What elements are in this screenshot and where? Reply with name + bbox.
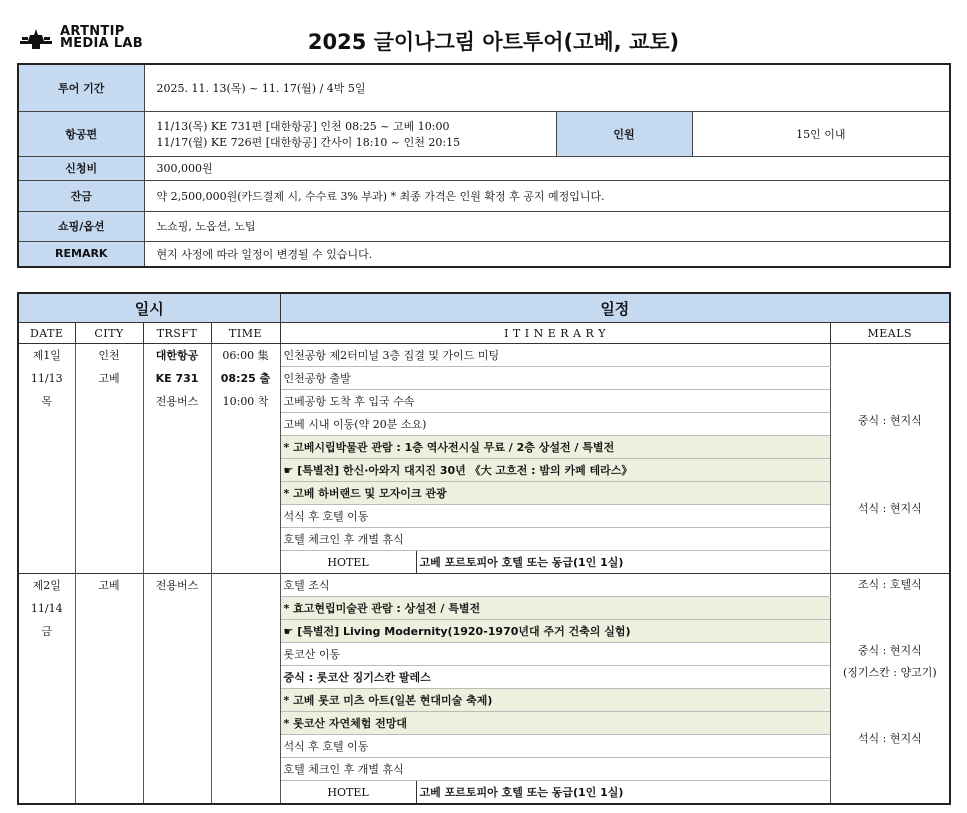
fee-label: 신청비 bbox=[18, 156, 144, 180]
tour-info-table bbox=[17, 63, 951, 268]
day1-itinerary-7: * 고베 하버랜드 및 모자이크 관광 bbox=[280, 482, 830, 505]
day1-row-6 bbox=[18, 459, 950, 482]
info-row-remark bbox=[18, 241, 950, 267]
day2-row-3 bbox=[18, 620, 950, 643]
day1-itinerary-1: 인천공항 제2터미널 3층 집결 및 가이드 미팅 bbox=[280, 344, 830, 367]
day1-meal-lunch: 중식 : 현지식 bbox=[857, 414, 922, 427]
day2-row-9 bbox=[18, 758, 950, 781]
info-row-flight bbox=[18, 111, 950, 156]
day1-row-9 bbox=[18, 528, 950, 551]
balance-value: 약 2,500,000원(카드결제 시, 수수료 3% 부과) * 최종 가격은 인원 확정 후 공지 예정입니다. bbox=[144, 180, 950, 211]
day1-row-4 bbox=[18, 413, 950, 436]
col-time: TIME bbox=[211, 323, 280, 344]
remark-value: 현지 사정에 따라 일정이 변경될 수 있습니다. bbox=[144, 241, 950, 267]
shopping-label: 쇼핑/옵션 bbox=[18, 211, 144, 241]
col-date: DATE bbox=[18, 323, 75, 344]
day1-trsft-1: 대한항공 bbox=[143, 344, 211, 367]
day1-row-5 bbox=[18, 436, 950, 459]
day2-itinerary-9: 호텔 체크인 후 개별 휴식 bbox=[280, 758, 830, 781]
section-date-header: 일시 bbox=[18, 293, 280, 323]
day1-city-2: 고베 bbox=[75, 367, 143, 390]
day2-date-md: 11/14 bbox=[18, 597, 75, 620]
day2-itinerary-4: 롯코산 이동 bbox=[280, 643, 830, 666]
col-trsft: TRSFT bbox=[143, 323, 211, 344]
itinerary-section-header bbox=[18, 293, 950, 323]
shopping-value: 노쇼핑, 노옵션, 노팁 bbox=[144, 211, 950, 241]
day1-hotel-label: HOTEL bbox=[280, 551, 416, 574]
day1-hotel-row bbox=[18, 551, 950, 574]
day2-city-1: 고베 bbox=[75, 574, 143, 597]
day2-itinerary-7: * 롯코산 자연체험 전망대 bbox=[280, 712, 830, 735]
day1-itinerary-3: 고베공항 도착 후 입국 수속 bbox=[280, 390, 830, 413]
day2-row-5 bbox=[18, 666, 950, 689]
day2-date-day: 제2일 bbox=[18, 574, 75, 597]
itinerary-table bbox=[17, 292, 951, 805]
day2-row-8 bbox=[18, 735, 950, 758]
day1-itinerary-5: * 고베시립박물관 관람 : 1층 역사전시실 무료 / 2층 상설전 / 특별전 bbox=[280, 436, 830, 459]
day1-time-1: 06:00 集 bbox=[211, 344, 280, 367]
remark-label: REMARK bbox=[18, 241, 144, 267]
day1-itinerary-4: 고베 시내 이동(약 20분 소요) bbox=[280, 413, 830, 436]
balance-label: 잔금 bbox=[18, 180, 144, 211]
day1-hotel-value: 고베 포르토피아 호텔 또는 동급(1인 1실) bbox=[416, 551, 830, 574]
day1-city-1: 인천 bbox=[75, 344, 143, 367]
flight-return: 11/17(월) KE 726편 [대한항공] 간사이 18:10 ~ 인천 20:15 bbox=[156, 135, 461, 149]
day1-trsft-3: 전용버스 bbox=[143, 390, 211, 413]
day2-hotel-value: 고베 포르토피아 호텔 또는 동급(1인 1실) bbox=[416, 781, 830, 805]
info-row-shopping bbox=[18, 211, 950, 241]
page-header bbox=[0, 0, 967, 60]
col-itinerary: I T I N E R A R Y bbox=[280, 323, 830, 344]
day2-itinerary-8: 석식 후 호텔 이동 bbox=[280, 735, 830, 758]
day2-meals bbox=[830, 574, 950, 805]
day2-itinerary-6: * 고베 롯코 미츠 아트(일본 현대미술 축제) bbox=[280, 689, 830, 712]
day2-row-1 bbox=[18, 574, 950, 597]
day1-itinerary-6: ☛ [특별전] 한신·아와지 대지진 30년 《大 고흐전 : 밤의 카페 테라스》 bbox=[280, 459, 830, 482]
day1-meal-dinner: 석식 : 현지식 bbox=[857, 502, 922, 515]
people-label: 인원 bbox=[556, 111, 692, 156]
day2-hotel-row bbox=[18, 781, 950, 805]
day1-itinerary-9: 호텔 체크인 후 개별 휴식 bbox=[280, 528, 830, 551]
day1-row-3 bbox=[18, 390, 950, 413]
day1-itinerary-2: 인천공항 출발 bbox=[280, 367, 830, 390]
col-meals: MEALS bbox=[830, 323, 950, 344]
day2-row-6 bbox=[18, 689, 950, 712]
day2-row-4 bbox=[18, 643, 950, 666]
people-value: 15인 이내 bbox=[692, 111, 950, 156]
fee-value: 300,000원 bbox=[144, 156, 950, 180]
logo-line1: ARTNTIP bbox=[60, 24, 125, 39]
day1-meals bbox=[830, 344, 950, 574]
page-title: 2025 글이나그림 아트투어(고베, 교토) bbox=[307, 30, 680, 54]
day2-hotel-label: HOTEL bbox=[280, 781, 416, 805]
day2-meal-lunch-note: (징기스칸 : 양고기) bbox=[842, 666, 937, 679]
day2-date-weekday: 금 bbox=[18, 620, 75, 643]
flight-label: 항공편 bbox=[18, 111, 144, 156]
info-row-period bbox=[18, 64, 950, 111]
day1-row-1 bbox=[18, 344, 950, 367]
day1-row-8 bbox=[18, 505, 950, 528]
day1-row-2 bbox=[18, 367, 950, 390]
day2-meal-lunch: 중식 : 현지식 bbox=[857, 644, 922, 657]
day1-time-3: 10:00 착 bbox=[211, 390, 280, 413]
day1-date-md: 11/13 bbox=[18, 367, 75, 390]
day2-meal-dinner: 석식 : 현지식 bbox=[857, 732, 922, 745]
day2-meal-breakfast: 조식 : 호텔식 bbox=[857, 578, 922, 591]
day2-trsft-1: 전용버스 bbox=[143, 574, 211, 597]
day1-trsft-2: KE 731 bbox=[143, 367, 211, 390]
day1-date-day: 제1일 bbox=[18, 344, 75, 367]
period-label: 투어 기간 bbox=[18, 64, 144, 111]
itinerary-column-headers bbox=[18, 323, 950, 344]
section-schedule-header: 일정 bbox=[280, 293, 950, 323]
day2-itinerary-5: 중식 : 롯코산 징기스칸 팔레스 bbox=[280, 666, 830, 689]
day2-row-7 bbox=[18, 712, 950, 735]
info-row-balance bbox=[18, 180, 950, 211]
logo-line2: MEDIA LAB bbox=[60, 36, 143, 51]
day1-itinerary-8: 석식 후 호텔 이동 bbox=[280, 505, 830, 528]
day2-itinerary-1: 호텔 조식 bbox=[280, 574, 830, 597]
day2-row-2 bbox=[18, 597, 950, 620]
period-value: 2025. 11. 13(목) ~ 11. 17(월) / 4박 5일 bbox=[144, 64, 950, 111]
day2-itinerary-2: * 효고현립미술관 관람 : 상설전 / 특별전 bbox=[280, 597, 830, 620]
day1-row-7 bbox=[18, 482, 950, 505]
day1-date-weekday: 목 bbox=[18, 390, 75, 413]
col-city: CITY bbox=[75, 323, 143, 344]
day2-itinerary-3: ☛ [특별전] Living Modernity(1920-1970년대 주거 건축의 실험) bbox=[280, 620, 830, 643]
flight-value bbox=[144, 111, 556, 156]
day1-time-2: 08:25 출 bbox=[211, 367, 280, 390]
info-row-fee bbox=[18, 156, 950, 180]
flight-outbound: 11/13(목) KE 731편 [대한항공] 인천 08:25 ~ 고베 10:00 bbox=[156, 119, 450, 133]
